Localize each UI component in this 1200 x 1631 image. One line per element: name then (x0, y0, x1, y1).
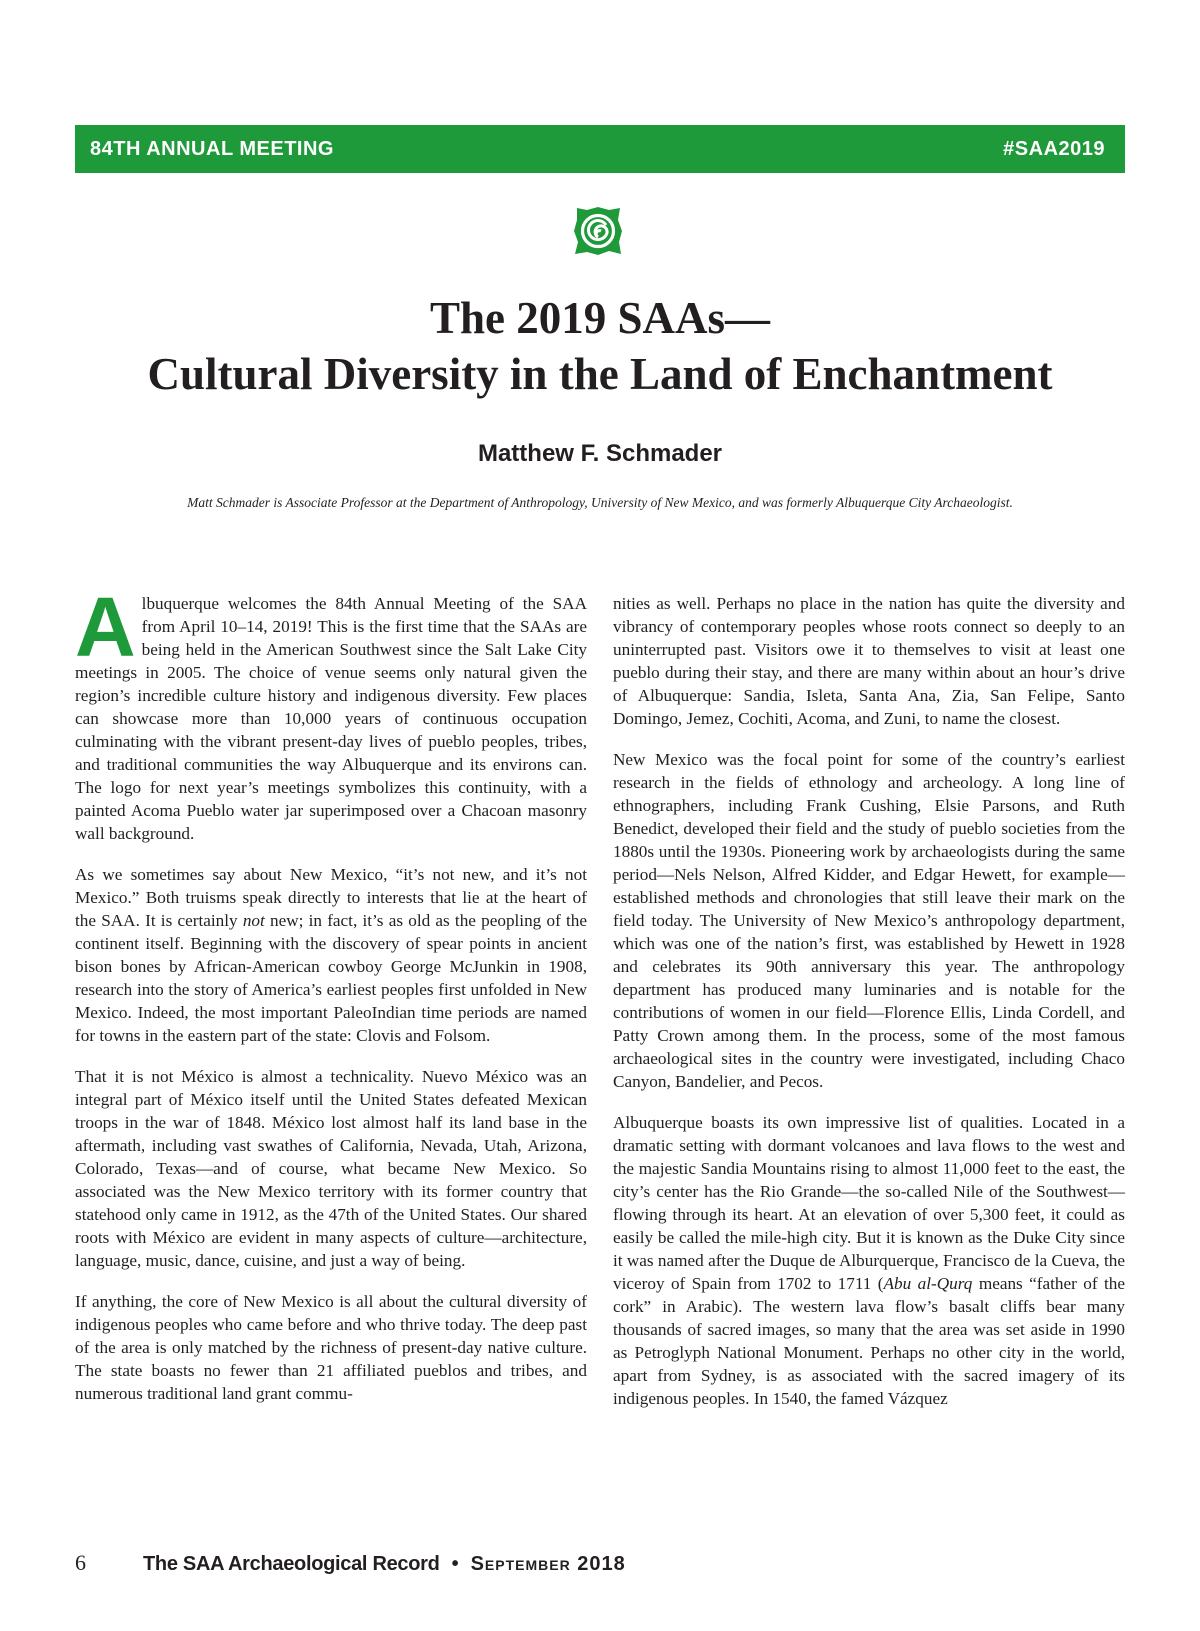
issue-date: September 2018 (470, 1553, 626, 1575)
article-title (75, 290, 1125, 402)
paragraph: That it is not México is almost a technicality. Nuevo México was an integral part of México itself until the United States defeated Mexican troops in the war of 1848. México lost almost half its land base in the aftermath, including vast swathes of California, Nevada, Utah, Arizona, Colorado, Texas—and of course, what became New Mexico. So associated was the New Mexico territory with its former country that statehood only came in 1912, as the 47th of the United States. Our shared roots with México are evident in many aspects of culture—architecture, language, music, dance, cuisine, and just a way of being. (75, 1067, 587, 1270)
emphasis: Abu al-Qurq (883, 1274, 973, 1293)
paragraph: nities as well. Perhaps no place in the nation has quite the diversity and vibrancy of contemporary peoples whose roots connect so deeply to an uninterrupted past. Visitors owe it to themselves to visit at least one pueblo during their stay, and there are many within about an hour’s drive of Albuquerque: Sandia, Isleta, Santa Ana, Zia, San Felipe, Santo Domingo, Jemez, Cochiti, Acoma, and Zuni, to name the closest. (613, 594, 1125, 728)
page-footer (75, 1550, 626, 1582)
banner-meeting-label: 84TH ANNUAL MEETING (90, 137, 334, 160)
author-bio: Matt Schmader is Associate Professor at the Department of Anthropology, University of New Mexico, and was formerly Albuquerque City Archaeologist. (187, 495, 1013, 510)
paragraph-text: lbuquerque welcomes the 84th Annual Meeting of the SAA from April 10–14, 2019! This is the first time that the SAAs are being held in the American Southwest since the Salt Lake City meetings in 2005. The choice of venue seems only natural given the region’s incredible culture history and indigenous diversity. Few places can showcase more than 10,000 years of continuous occupation culminating with the vibrant present-day lives of pueblo peoples, tribes, and traditional communities the way Albuquerque and its environs can. The logo for next year’s meetings symbolizes this continuity, with a painted Acoma Pueblo water jar superimposed over a Chacoan masonry wall background. (75, 594, 587, 843)
paragraph (75, 580, 587, 845)
paragraph-text: Albuquerque boasts its own impressive list of qualities. Located in a dramatic setting with dormant volcanoes and lava flows to the west and the majestic Sandia Mountains rising to almost 11,000 feet to the east, the city’s center has the Rio Grande—the so-called Nile of the Southwest—flowing through its heart. At an elevation of over 5,300 feet, it could as easily be called the mile-high city. But it is known as the Duke City since it was named after the Duque de Alburquerque, Francisco de la Cueva, the viceroy of Spain from 1702 to 1711 ( (613, 1113, 1125, 1293)
paragraph (75, 863, 587, 1047)
article-title-line2: Cultural Diversity in the Land of Enchantment (147, 349, 1053, 399)
paragraph (613, 1111, 1125, 1410)
article-title-line1: The 2019 SAAs— (429, 293, 771, 343)
paragraph: New Mexico was the focal point for some of the country’s earliest research in the fields of ethnology and archeology. A long line of ethnographers, including Frank Cushing, Elsie Parsons, and Ruth Benedict, developed their field and the study of pueblo societies from the 1880s until the 1930s. Pioneering work by archaeologists during the same period—Nels Nelson, Alfred Kidder, and Edgar Hewett, for example—established methods and chronologies that still leave their mark on the field today. The University of New Mexico’s anthropology department, which was one of the nation’s first, was established by Hewett in 1928 and celebrates its 90th anniversary this year. The anthropology department has produced many luminaries and is notable for the contributions of women in our field—Florence Ellis, Linda Cordell, and Patty Crown among them. In the process, some of the most famous archaeological sites in the country were investigated, including Chaco Canyon, Bandelier, and Pecos. (613, 750, 1125, 1091)
spiral-logo-icon (573, 206, 623, 256)
paragraph-text: means “father of the cork” in Arabic). The western lava flow’s basalt cliffs bear many thousands of sacred images, so many that the area was set aside in 1990 as Petroglyph National Monument. Perhaps no other city in the world, apart from Sydney, is as associated with the sacred imagery of its indigenous peoples. In 1540, the famed Vázquez (613, 1274, 1125, 1408)
banner-hashtag: #SAA2019 (1003, 137, 1105, 160)
right-column (613, 592, 1125, 1428)
paragraph: If anything, the core of New Mexico is all about the cultural diversity of indigenous peoples who came before and who thrive today. The deep past of the area is only matched by the richness of present-day native culture. The state boasts no fewer than 21 affiliated pueblos and tribes, and numerous traditional land grant commu- (75, 1292, 587, 1403)
footer-separator: • (451, 1553, 459, 1575)
author-name: Matthew F. Schmader (477, 440, 723, 467)
paragraph-text: new; in fact, it’s as old as the peopling of the continent itself. Beginning with the discovery of spear points in ancient bison bones by African-American cowboy George McJunkin in 1908, research into the story of America’s earliest peoples first unfolded in New Mexico. Indeed, the most important PaleoIndian time periods are named for towns in the eastern part of the state: Clovis and Folsom. (75, 911, 588, 1045)
journal-name: The SAA Archaeological Record (143, 1553, 440, 1575)
left-column (75, 580, 588, 1423)
drop-cap: A (75, 580, 136, 674)
emphasis: not (242, 911, 265, 930)
meeting-banner (75, 125, 1125, 173)
page-number: 6 (75, 1550, 86, 1575)
paragraph-text: As we sometimes say about New Mexico, “it’s not new, and it’s not Mexico.” Both truisms speak directly to interests that lie at the heart of the SAA. It is certainly (75, 865, 587, 930)
